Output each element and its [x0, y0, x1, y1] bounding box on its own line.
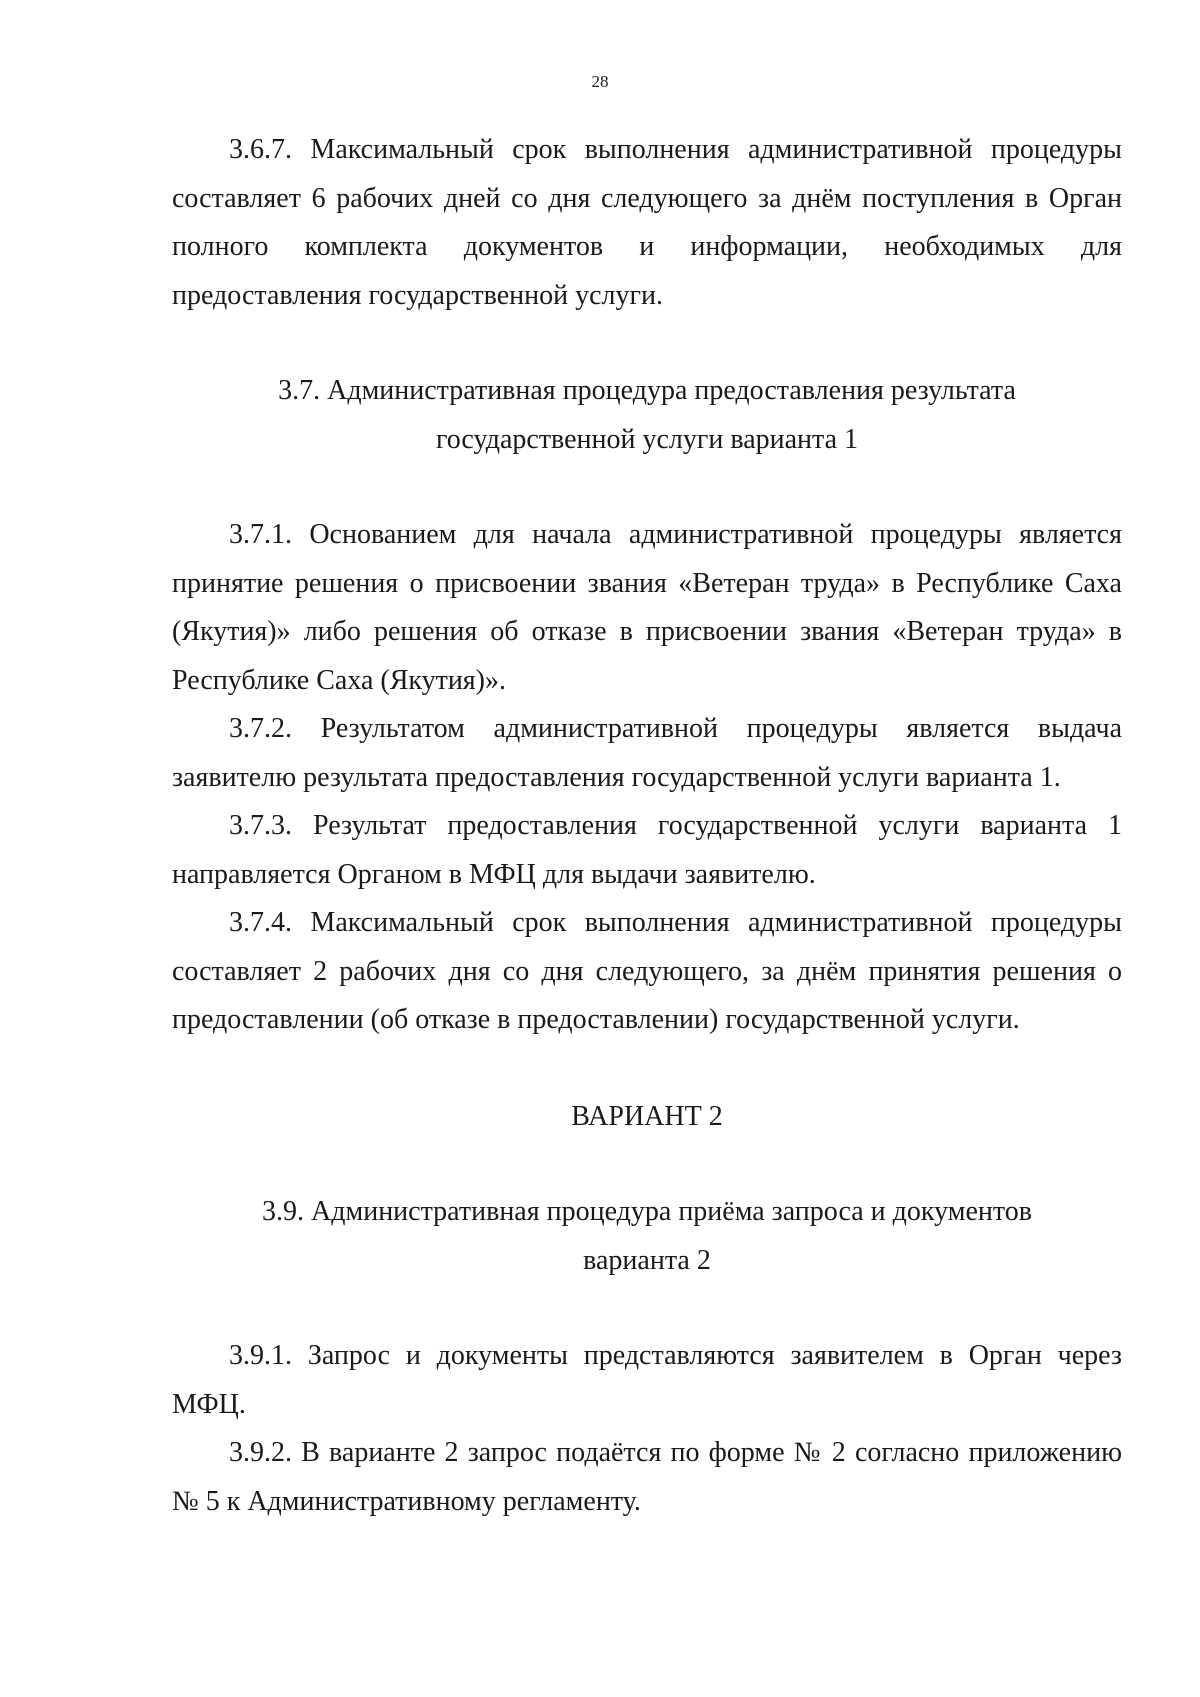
- paragraph-3-9-2: 3.9.2. В варианте 2 запрос подаётся по форме № 2 согласно приложению № 5 к Административному регламенту.: [172, 1437, 1122, 1517]
- document-body: [172, 126, 1122, 1526]
- section-heading-3-9-line-1: 3.9. Административная процедура приёма запроса и документов: [262, 1196, 1032, 1227]
- section-heading-3-7-line-1: 3.7. Административная процедура предоставления результата: [278, 375, 1016, 406]
- paragraph-3-9-1: 3.9.1. Запрос и документы представляются заявителем в Орган через МФЦ.: [172, 1340, 1122, 1420]
- paragraph-3-7-3: 3.7.3. Результат предоставления государственной услуги варианта 1 направляется Органом в МФЦ для выдачи заявителю.: [172, 810, 1122, 890]
- section-heading-3-9-line-2: варианта 2: [583, 1244, 711, 1276]
- paragraph-3-6-7: 3.6.7. Максимальный срок выполнения административной процедуры составляет 6 рабочих дней со дня следующего за днём поступления в Орган полного комплекта документов и информации, необходимых для предоставления государственной услуги.: [172, 134, 1122, 311]
- spacer: [172, 1285, 1122, 1332]
- spacer: [172, 320, 1122, 367]
- page-number: 28: [591, 72, 609, 91]
- paragraph-3-7-1: 3.7.1. Основанием для начала административной процедуры является принятие решения о присвоении звания «Ветеран труда» в Республике Саха (Якутия)» либо решения об отказе в присвоении звания «Ветеран труда» в Республике Саха (Якутия)».: [172, 519, 1122, 696]
- spacer: [172, 1141, 1122, 1188]
- variant-heading: ВАРИАНТ 2: [571, 1100, 723, 1132]
- section-heading-3-7-line-2: государственной услуги варианта 1: [435, 423, 859, 455]
- paragraph-3-7-4: 3.7.4. Максимальный срок выполнения административной процедуры составляет 2 рабочих дня со дня следующего, за днём принятия решения о предоставлении (об отказе в предоставлении) государственной услуги.: [172, 907, 1122, 1035]
- spacer: [172, 464, 1122, 511]
- paragraph-3-7-2: 3.7.2. Результатом административной процедуры является выдача заявителю результата предоставления государственной услуги варианта 1.: [172, 713, 1122, 793]
- spacer: [172, 1045, 1122, 1093]
